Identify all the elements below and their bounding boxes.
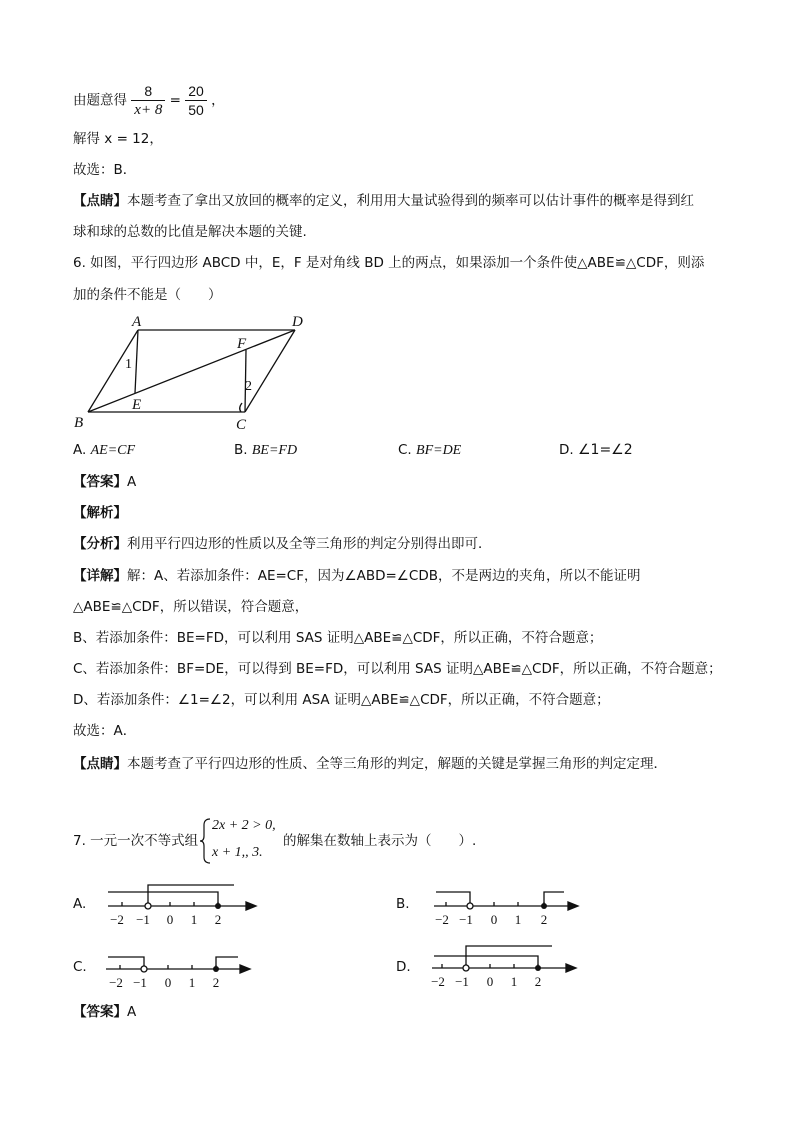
q7-a-tick-0: 0 <box>166 912 174 927</box>
q6-option-a-text: AE=CF <box>90 443 136 458</box>
q7-option-b-letter[interactable]: B. <box>396 896 410 912</box>
q6-detail-line-1 <box>73 566 641 586</box>
q6-option-a[interactable] <box>73 442 135 459</box>
q7-c-tick-neg2: −2 <box>109 975 123 990</box>
q7-b-tick-1: 1 <box>514 912 522 927</box>
q7-c-tick-1: 1 <box>188 975 196 990</box>
q7-answer-value: A <box>127 1004 137 1020</box>
q7-d-tick-0: 0 <box>486 974 494 989</box>
q6-comment-line <box>73 754 667 774</box>
q6-choice-line: 故选：A． <box>73 723 137 739</box>
q7-stem-prefix: 7. 一元一次不等式组 <box>73 833 199 849</box>
angle-2-arc <box>240 403 242 412</box>
q7-b-tick-0: 0 <box>490 912 498 927</box>
q6-answer-value: A <box>127 474 137 490</box>
label-angle-2: 2 <box>245 379 252 394</box>
q6-option-b-text: BE=FD <box>251 443 298 458</box>
q6-option-d-text: ∠1=∠2 <box>577 442 633 458</box>
q6-analysis-tag: 【解析】 <box>73 505 127 521</box>
q6-option-d-letter: D. <box>559 442 574 458</box>
fraction-left-numerator: 8 <box>144 83 153 99</box>
q7-a-tick-2: 2 <box>214 912 222 927</box>
q7-c-tick-neg1: −1 <box>133 975 147 990</box>
q7-number-line-d <box>426 940 586 992</box>
q7-d-tick-neg1: −1 <box>455 974 469 989</box>
q7-inequality-2: x + 1,, 3. <box>212 845 263 860</box>
segment-ae <box>135 330 138 393</box>
q6-fenxi-line <box>73 534 492 554</box>
q6-answer-tag: 【答案】 <box>73 474 127 490</box>
q6-detail-line-2: △ABE≌△CDF，所以错误，符合题意， <box>73 599 309 615</box>
fraction-left <box>131 82 165 119</box>
equation-suffix: ， <box>211 92 225 109</box>
label-c: C <box>236 417 247 433</box>
q7-b-tick-neg1: −1 <box>459 912 473 927</box>
q6-option-c-letter: C. <box>398 442 412 458</box>
q7-b-tick-neg2: −2 <box>435 912 449 927</box>
q7-answer-tag: 【答案】 <box>73 1004 127 1020</box>
q5-choice-line: 故选：B． <box>73 162 137 178</box>
diagonal-bd <box>88 330 295 412</box>
label-e: E <box>132 397 142 413</box>
q6-stem-line-2: 加的条件不能是（ ） <box>73 287 222 303</box>
q6-fenxi-tag: 【分析】 <box>73 536 127 552</box>
label-angle-1: 1 <box>125 357 132 372</box>
equals-sign: = <box>169 92 181 109</box>
q7-option-a-letter[interactable]: A. <box>73 896 87 912</box>
q6-stem-line-1: 6. 如图，平行四边形 ABCD 中，E，F 是对角线 BD 上的两点，如果添加一个条件使△ABE≌△CDF，则添 <box>73 255 705 271</box>
q7-a-tick-neg2: −2 <box>110 912 124 927</box>
q7-b-tick-2: 2 <box>540 912 548 927</box>
q6-option-c-text: BF=DE <box>416 443 462 458</box>
q6-detail-text-1: 解：A、若添加条件：AE=CF，因为∠ABD=∠CDB，不是两边的夹角，所以不能证明 <box>127 568 641 584</box>
q7-number-line-b <box>428 882 588 930</box>
label-a: A <box>132 314 142 330</box>
q6-option-a-letter: A. <box>73 442 87 458</box>
equation-prefix: 由题意得 <box>73 92 127 109</box>
q5-comment-line-2: 球和球的总数的比值是解决本题的关键. <box>73 224 307 240</box>
q7-d-tick-2: 2 <box>534 974 542 989</box>
q6-comment-text: 本题考查了平行四边形的性质、全等三角形的判定，解题的关键是掌握三角形的判定定理． <box>127 756 667 772</box>
q7-option-c-letter[interactable]: C. <box>73 959 87 975</box>
q7-c-tick-2: 2 <box>212 975 220 990</box>
q7-number-line-a <box>100 882 260 930</box>
q7-c-tick-0: 0 <box>164 975 172 990</box>
q6-option-c[interactable] <box>398 442 461 459</box>
q6-option-b-letter: B. <box>234 442 248 458</box>
q7-stem-suffix: 的解集在数轴上表示为（ ）. <box>283 833 477 849</box>
q7-a-tick-1: 1 <box>190 912 198 927</box>
label-b: B <box>74 415 84 431</box>
q6-comment-tag: 【点睛】 <box>73 756 127 772</box>
q6-fenxi-text: 利用平行四边形的性质以及全等三角形的判定分别得出即可． <box>127 536 492 552</box>
fraction-right-denominator: 50 <box>185 100 207 119</box>
q7-d-tick-1: 1 <box>510 974 518 989</box>
q6-option-b[interactable] <box>234 442 297 459</box>
q5-comment-line-1 <box>73 191 694 211</box>
fraction-right-numerator: 20 <box>188 83 204 99</box>
label-d: D <box>292 314 303 330</box>
q6-answer-line <box>73 472 136 492</box>
q5-comment-text-1: 本题考查了拿出又放回的概率的定义，利用用大量试验得到的频率可以估计事件的概率是得到红 <box>127 193 694 209</box>
q5-comment-tag: 【点睛】 <box>73 193 127 209</box>
side-dc <box>245 330 295 412</box>
q6-detail-line-3: B、若添加条件：BE=FD，可以利用 SAS 证明△ABE≌△CDF，所以正确，不符合题意； <box>73 630 603 646</box>
label-f: F <box>237 336 247 352</box>
q7-inequality-1: 2x + 2 > 0, <box>212 818 276 833</box>
fraction-right <box>185 82 207 119</box>
q7-option-d-letter[interactable]: D. <box>396 959 411 975</box>
q6-detail-line-4: C、若添加条件：BF=DE，可以得到 BE=FD，可以利用 SAS 证明△ABE≌△CDF，所以正确，不符合题意； <box>73 661 722 677</box>
q7-a-tick-neg1: −1 <box>136 912 150 927</box>
q6-option-d[interactable] <box>559 442 633 458</box>
equation-line <box>73 82 225 119</box>
q6-detail-line-5: D、若添加条件：∠1=∠2，可以利用 ASA 证明△ABE≌△CDF，所以正确，不符合题意； <box>73 692 610 708</box>
q7-d-tick-neg2: −2 <box>431 974 445 989</box>
q7-answer-line <box>73 1002 136 1022</box>
q6-detail-tag: 【详解】 <box>73 568 127 584</box>
q7-number-line-c <box>100 945 260 993</box>
parallelogram-figure <box>70 310 320 435</box>
system-brace <box>200 817 212 865</box>
fraction-left-denominator: x+ 8 <box>131 100 165 119</box>
solve-line: 解得 x = 12， <box>73 131 163 147</box>
